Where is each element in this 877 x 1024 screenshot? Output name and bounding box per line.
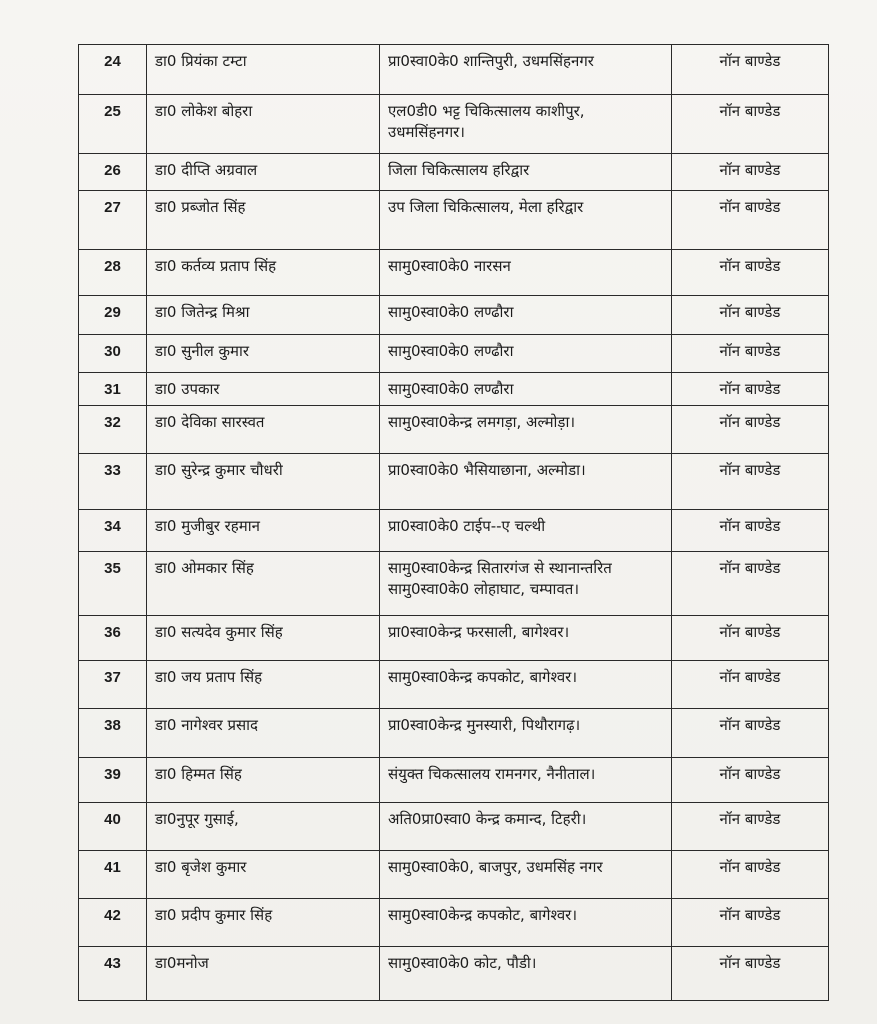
posting-place-cell: सामु0स्वा0केन्द्र कपकोट, बागेश्वर। (380, 899, 672, 947)
doctor-name-cell: डा0मनोज (147, 947, 380, 1001)
status-cell: नॉन बाण्डेड (672, 373, 829, 406)
serial-number-cell: 27 (79, 191, 147, 250)
table-row (79, 373, 829, 406)
status-cell: नॉन बाण्डेड (672, 510, 829, 552)
table-row (79, 899, 829, 947)
doctor-name-cell: डा0 प्रियंका टम्टा (147, 45, 380, 95)
table-row (79, 191, 829, 250)
table-row (79, 851, 829, 899)
serial-number-cell: 26 (79, 154, 147, 191)
posting-place-cell: अति0प्रा0स्वा0 केन्द्र कमान्द, टिहरी। (380, 803, 672, 851)
serial-number-cell: 40 (79, 803, 147, 851)
doctor-name-cell: डा0 बृजेश कुमार (147, 851, 380, 899)
posting-place-cell: प्रा0स्वा0के0 शान्तिपुरी, उधमसिंहनगर (380, 45, 672, 95)
table-row (79, 510, 829, 552)
table-row (79, 661, 829, 709)
table-row (79, 296, 829, 335)
status-cell: नॉन बाण्डेड (672, 947, 829, 1001)
doctor-name-cell: डा0 ओमकार सिंह (147, 552, 380, 616)
table-row (79, 758, 829, 803)
status-cell: नॉन बाण्डेड (672, 803, 829, 851)
serial-number-cell: 35 (79, 552, 147, 616)
table-row (79, 616, 829, 661)
status-cell: नॉन बाण्डेड (672, 709, 829, 758)
doctor-name-cell: डा0 लोकेश बोहरा (147, 95, 380, 154)
serial-number-cell: 36 (79, 616, 147, 661)
doctor-name-cell: डा0 देविका सारस्वत (147, 406, 380, 454)
doctor-name-cell: डा0 सुनील कुमार (147, 335, 380, 373)
table-row (79, 406, 829, 454)
posting-place-cell: सामु0स्वा0के0 नारसन (380, 250, 672, 296)
posting-place-cell: प्रा0स्वा0केन्द्र मुनस्यारी, पिथौरागढ़। (380, 709, 672, 758)
doctor-name-cell: डा0 दीप्ति अग्रवाल (147, 154, 380, 191)
posting-place-cell: सामु0स्वा0के0, बाजपुर, उधमसिंह नगर (380, 851, 672, 899)
serial-number-cell: 28 (79, 250, 147, 296)
table-row (79, 709, 829, 758)
posting-place-cell: सामु0स्वा0के0 कोट, पौडी। (380, 947, 672, 1001)
doctor-name-cell: डा0 उपकार (147, 373, 380, 406)
serial-number-cell: 30 (79, 335, 147, 373)
posting-place-cell: सामु0स्वा0के0 लण्ढौरा (380, 296, 672, 335)
doctor-name-cell: डा0नुपूर गुसाई, (147, 803, 380, 851)
table-body (79, 45, 829, 1001)
serial-number-cell: 37 (79, 661, 147, 709)
table-row (79, 947, 829, 1001)
doctor-name-cell: डा0 जय प्रताप सिंह (147, 661, 380, 709)
serial-number-cell: 29 (79, 296, 147, 335)
posting-place-cell: संयुक्त चिकत्सालय रामनगर, नैनीताल। (380, 758, 672, 803)
table-row (79, 552, 829, 616)
table-row (79, 454, 829, 510)
doctor-name-cell: डा0 हिम्मत सिंह (147, 758, 380, 803)
doctor-name-cell: डा0 प्रब्जोत सिंह (147, 191, 380, 250)
serial-number-cell: 24 (79, 45, 147, 95)
status-cell: नॉन बाण्डेड (672, 95, 829, 154)
serial-number-cell: 42 (79, 899, 147, 947)
status-cell: नॉन बाण्डेड (672, 758, 829, 803)
doctor-name-cell: डा0 सुरेन्द्र कुमार चौधरी (147, 454, 380, 510)
serial-number-cell: 41 (79, 851, 147, 899)
posting-place-cell: सामु0स्वा0के0 लण्ढौरा (380, 373, 672, 406)
serial-number-cell: 32 (79, 406, 147, 454)
posting-place-cell: प्रा0स्वा0के0 टाईप--ए चल्थी (380, 510, 672, 552)
doctor-posting-table (78, 44, 829, 1001)
table-row (79, 803, 829, 851)
serial-number-cell: 33 (79, 454, 147, 510)
posting-place-cell: सामु0स्वा0केन्द्र लमगड़ा, अल्मोड़ा। (380, 406, 672, 454)
status-cell: नॉन बाण्डेड (672, 454, 829, 510)
doctor-name-cell: डा0 प्रदीप कुमार सिंह (147, 899, 380, 947)
serial-number-cell: 31 (79, 373, 147, 406)
status-cell: नॉन बाण्डेड (672, 851, 829, 899)
serial-number-cell: 25 (79, 95, 147, 154)
status-cell: नॉन बाण्डेड (672, 552, 829, 616)
posting-place-cell: सामु0स्वा0केन्द्र कपकोट, बागेश्वर। (380, 661, 672, 709)
table-row (79, 95, 829, 154)
posting-place-cell: प्रा0स्वा0के0 भैसियाछाना, अल्मोडा। (380, 454, 672, 510)
doctor-name-cell: डा0 जितेन्द्र मिश्रा (147, 296, 380, 335)
posting-place-cell: जिला चिकित्सालय हरिद्वार (380, 154, 672, 191)
status-cell: नॉन बाण्डेड (672, 406, 829, 454)
table-row (79, 335, 829, 373)
doctor-name-cell: डा0 नागेश्वर प्रसाद (147, 709, 380, 758)
doctor-name-cell: डा0 सत्यदेव कुमार सिंह (147, 616, 380, 661)
table-row (79, 154, 829, 191)
posting-place-cell: सामु0स्वा0के0 लण्ढौरा (380, 335, 672, 373)
serial-number-cell: 39 (79, 758, 147, 803)
status-cell: नॉन बाण्डेड (672, 191, 829, 250)
posting-place-cell: उप जिला चिकित्सालय, मेला हरिद्वार (380, 191, 672, 250)
status-cell: नॉन बाण्डेड (672, 661, 829, 709)
status-cell: नॉन बाण्डेड (672, 335, 829, 373)
posting-place-cell: एल0डी0 भट्ट चिकित्सालय काशीपुर, उधमसिंहनगर। (380, 95, 672, 154)
serial-number-cell: 34 (79, 510, 147, 552)
table-row (79, 45, 829, 95)
doctor-name-cell: डा0 मुजीबुर रहमान (147, 510, 380, 552)
status-cell: नॉन बाण्डेड (672, 45, 829, 95)
serial-number-cell: 43 (79, 947, 147, 1001)
status-cell: नॉन बाण्डेड (672, 250, 829, 296)
posting-place-cell: सामु0स्वा0केन्द्र सितारगंज से स्थानान्तरित सामु0स्वा0के0 लोहाघाट, चम्पावत। (380, 552, 672, 616)
status-cell: नॉन बाण्डेड (672, 616, 829, 661)
status-cell: नॉन बाण्डेड (672, 899, 829, 947)
doctor-name-cell: डा0 कर्तव्य प्रताप सिंह (147, 250, 380, 296)
serial-number-cell: 38 (79, 709, 147, 758)
status-cell: नॉन बाण्डेड (672, 154, 829, 191)
status-cell: नॉन बाण्डेड (672, 296, 829, 335)
posting-place-cell: प्रा0स्वा0केन्द्र फरसाली, बागेश्वर। (380, 616, 672, 661)
table-row (79, 250, 829, 296)
